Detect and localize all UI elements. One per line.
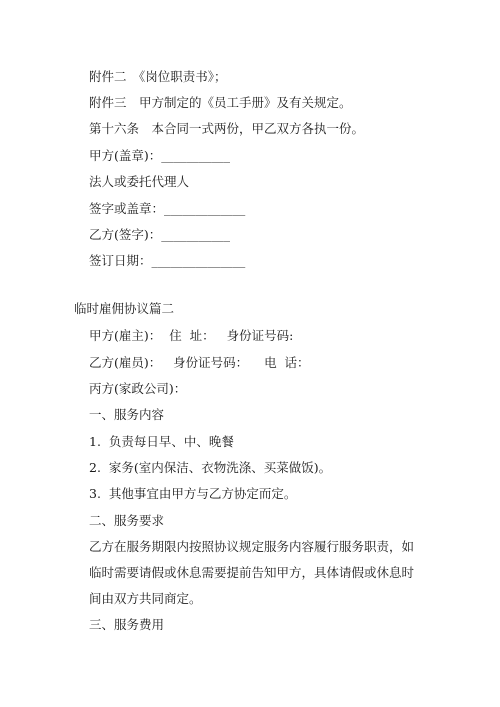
party-c-agency: 丙方(家政公司)： xyxy=(89,381,187,396)
party-a-employer: 甲方(雇主)： 住 址： 身份证号码: xyxy=(89,328,294,343)
requirements-paragraph: 乙方在服务期限内按照协议规定服务内容履行服务职责，如临时需要请假或休息需要提前告知甲方，具体请假或休息时间由双方共同商定。 xyxy=(89,539,415,606)
party-b-sign-line: 乙方(签字)：___________ xyxy=(89,227,231,242)
section-title: 临时雇佣协议篇二 xyxy=(74,301,175,316)
list-item: 2. 家务(室内保洁、衣物洗涤、买菜做饭)。 xyxy=(89,460,332,475)
attachment-3: 附件三 甲方制定的《员工手册》及有关规定。 xyxy=(89,95,352,110)
list-item: 1. 负责每日早、中、晚餐 xyxy=(89,434,234,449)
article-16: 第十六条 本合同一式两份，甲乙双方各执一份。 xyxy=(89,121,365,136)
legal-representative: 法人或委托代理人 xyxy=(89,174,190,189)
heading-service-fees: 三、服务费用 xyxy=(89,617,165,632)
list-item: 3. 其他事宜由甲方与乙方协定而定。 xyxy=(89,486,297,501)
party-b-employee: 乙方(雇员)： 身份证号码： 电 话： xyxy=(89,355,310,370)
heading-service-content: 一、服务内容 xyxy=(89,407,165,422)
attachment-2: 附件二 《岗位职责书》； xyxy=(89,69,227,84)
sign-date-line: 签订日期：_______________ xyxy=(89,253,246,268)
heading-service-requirements: 二、服务要求 xyxy=(89,513,165,528)
sign-or-seal-line: 签字或盖章：_____________ xyxy=(89,201,246,216)
party-a-seal-line: 甲方(盖章)：___________ xyxy=(89,148,231,163)
